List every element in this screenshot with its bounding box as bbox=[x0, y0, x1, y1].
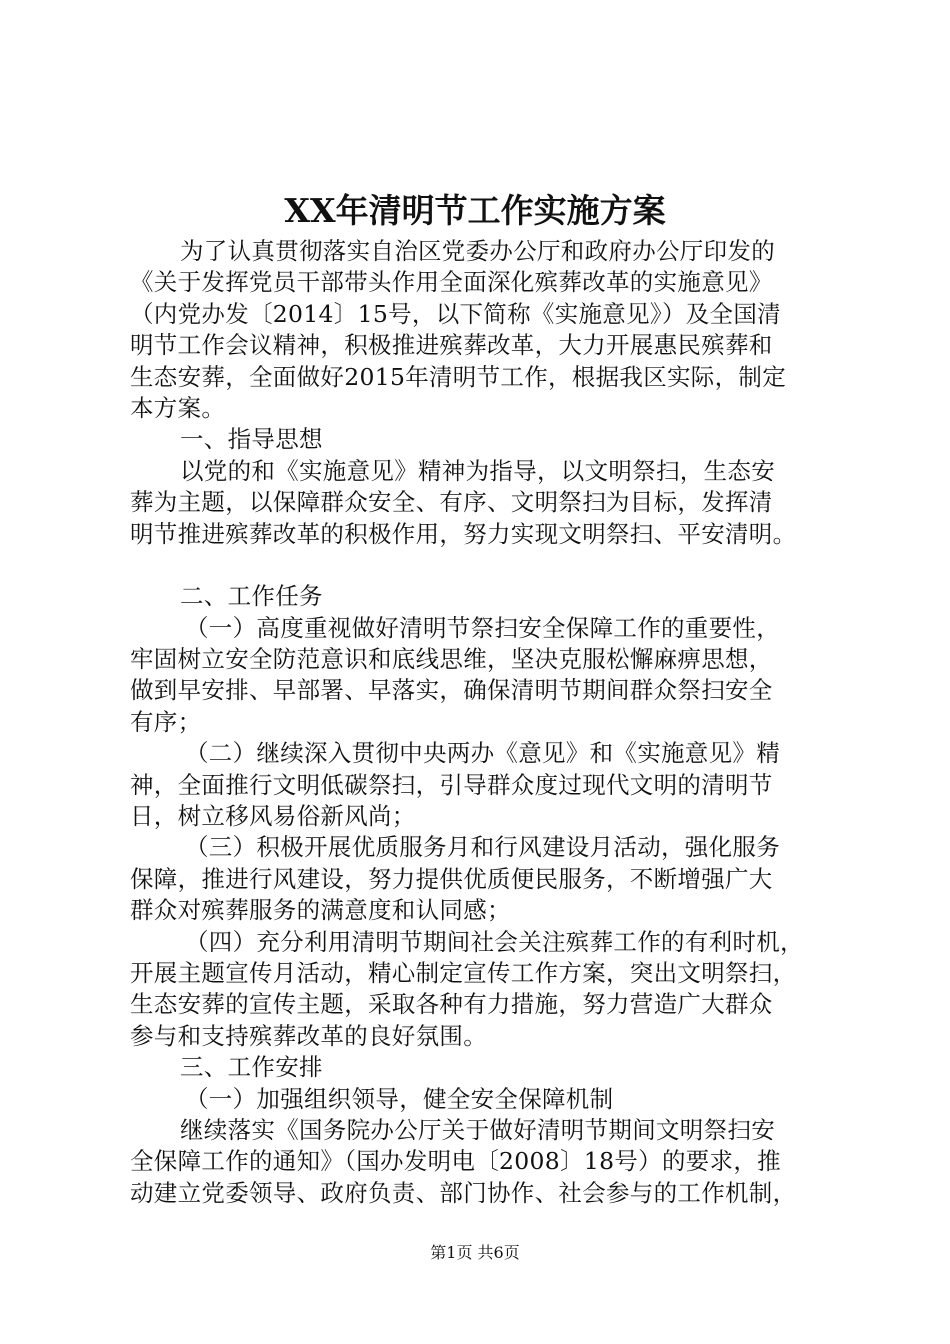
subsection-heading: （一）加强组织领导，健全安全保障机制 bbox=[185, 1084, 614, 1113]
paragraph-line: 生态安葬，全面做好2015年清明节工作，根据我区实际，制定 bbox=[130, 362, 787, 391]
paragraph-line: 日，树立移风易俗新风尚； bbox=[130, 802, 416, 831]
paragraph-line: 明节推进殡葬改革的积极作用，努力实现文明祭扫、平安清明。 bbox=[130, 519, 797, 548]
paragraph-line: （一）高度重视做好清明节祭扫安全保障工作的重要性， bbox=[185, 613, 780, 642]
paragraph-line: 继续落实《国务院办公厅关于做好清明节期间文明祭扫安 bbox=[180, 1115, 775, 1144]
section-heading: 二、工作任务 bbox=[180, 582, 323, 611]
paragraph-line: 有序； bbox=[130, 707, 202, 736]
paragraph-line: 明节工作会议精神，积极推进殡葬改革，大力开展惠民殡葬和 bbox=[130, 331, 773, 360]
paragraph-line: 生态安葬的宣传主题，采取各种有力措施，努力营造广大群众 bbox=[130, 990, 773, 1019]
paragraph-line: 为了认真贯彻落实自治区党委办公厅和政府办公厅印发的 bbox=[180, 237, 775, 265]
paragraph-line: 神，全面推行文明低碳祭扫，引导群众度过现代文明的清明节 bbox=[130, 770, 773, 799]
paragraph-line: 开展主题宣传月活动，精心制定宣传工作方案，突出文明祭扫， bbox=[130, 958, 797, 987]
paragraph-line: 群众对殡葬服务的满意度和认同感； bbox=[130, 896, 511, 925]
paragraph-line: （内党办发〔2014〕15号，以下简称《实施意见》）及全国清 bbox=[130, 299, 781, 328]
section-heading: 三、工作安排 bbox=[180, 1053, 323, 1082]
paragraph-line: （三）积极开展优质服务月和行风建设月活动，强化服务 bbox=[185, 833, 780, 862]
paragraph-line: 牢固树立安全防范意识和底线思维，坚决克服松懈麻痹思想， bbox=[130, 645, 773, 674]
document-body bbox=[130, 236, 850, 1209]
paragraph-line: 《关于发挥党员干部带头作用全面深化殡葬改革的实施意见》 bbox=[130, 268, 773, 297]
page-number-footer: 第1页 共6页 bbox=[430, 1243, 520, 1262]
document-title: XX年清明节工作实施方案 bbox=[284, 191, 666, 230]
section-heading: 一、指导思想 bbox=[180, 425, 323, 454]
paragraph-line: 动建立党委领导、政府负责、部门协作、社会参与的工作机制， bbox=[130, 1178, 797, 1207]
paragraph-line: （四）充分利用清明节期间社会关注殡葬工作的有利时机， bbox=[185, 927, 804, 956]
blank-line bbox=[130, 550, 850, 581]
paragraph-line: 保障，推进行风建设，努力提供优质便民服务，不断增强广大 bbox=[130, 864, 773, 893]
paragraph-line: 参与和支持殡葬改革的良好氛围。 bbox=[130, 1021, 487, 1050]
paragraph-line: （二）继续深入贯彻中央两办《意见》和《实施意见》精 bbox=[185, 739, 780, 768]
paragraph-line: 以党的和《实施意见》精神为指导，以文明祭扫，生态安 bbox=[180, 456, 775, 485]
paragraph-line: 做到早安排、早部署、早落实，确保清明节期间群众祭扫安全 bbox=[130, 676, 773, 705]
paragraph-line: 葬为主题，以保障群众安全、有序、文明祭扫为目标，发挥清 bbox=[130, 488, 773, 517]
paragraph-line: 全保障工作的通知》（国办发明电〔2008〕18号）的要求，推 bbox=[130, 1147, 781, 1176]
paragraph-line: 本方案。 bbox=[130, 393, 226, 422]
